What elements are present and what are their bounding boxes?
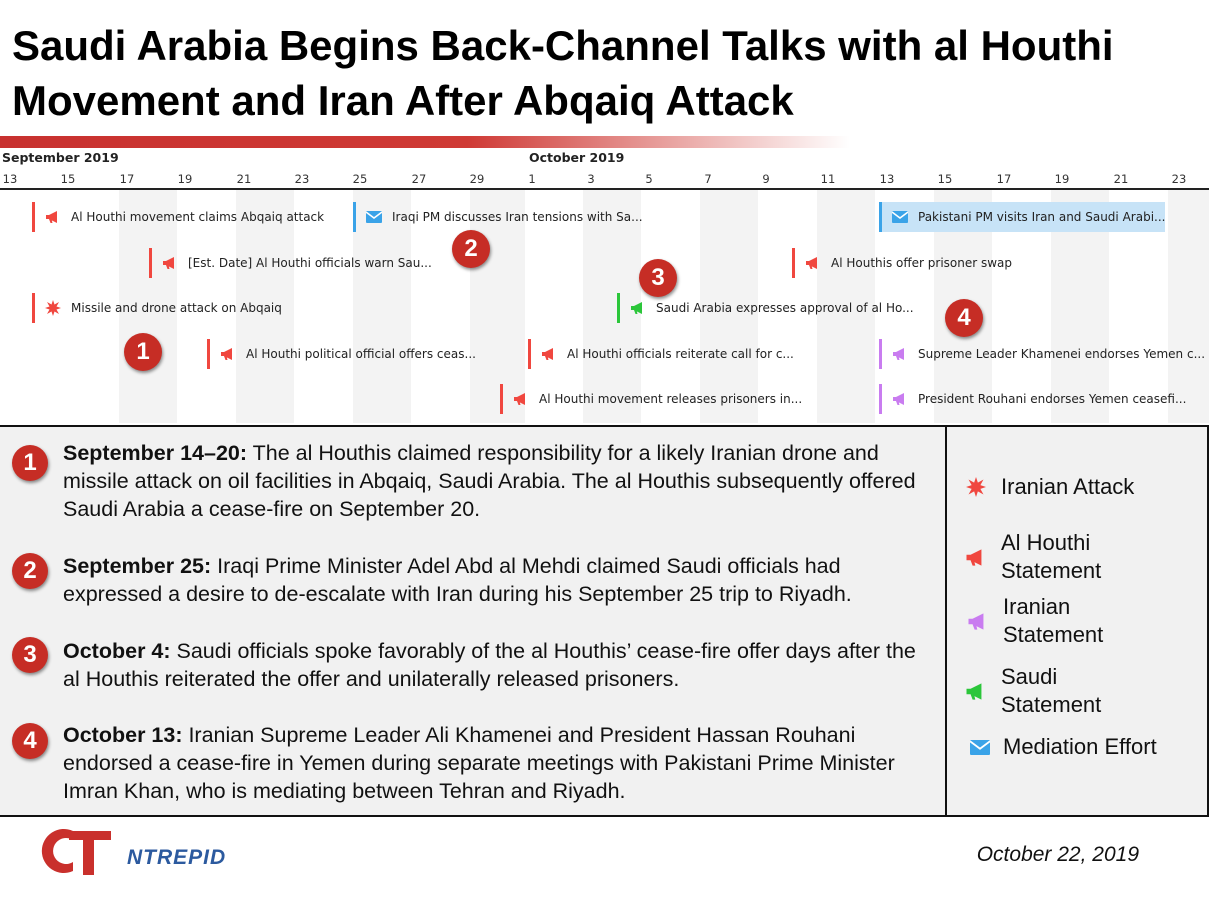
tick-label: 15 xyxy=(60,172,76,186)
legend-item-iranian-statement xyxy=(967,593,1103,649)
timeline-event[interactable] xyxy=(879,339,1205,369)
tick-label: 15 xyxy=(937,172,953,186)
tick-label: 23 xyxy=(1171,172,1187,186)
event-label: Al Houthi officials reiterate call for c... xyxy=(567,347,794,361)
month-label-october: October 2019 xyxy=(529,150,625,165)
event-color-bar xyxy=(353,202,356,232)
summary-item xyxy=(63,439,933,523)
legend-item-mediation-effort xyxy=(969,733,1157,761)
timeline-event[interactable] xyxy=(353,202,643,232)
envelope-icon xyxy=(366,210,382,224)
summary-item-heading: September 14–20: xyxy=(63,441,248,465)
timeline-event[interactable] xyxy=(528,339,794,369)
event-label: Al Houthi political official offers ceas... xyxy=(246,347,476,361)
megaphone-icon xyxy=(220,347,236,361)
summary-item-text: Saudi officials spoke favorably of the al Houthis’ cease-fire offer days after the al Houthis reiterated the offer and unilaterally released prisoners. xyxy=(63,639,916,691)
envelope-icon xyxy=(969,737,991,757)
summary-marker-2: 2 xyxy=(12,553,48,589)
megaphone-icon xyxy=(967,611,989,631)
summary-item-heading: September 25: xyxy=(63,554,212,578)
megaphone-icon xyxy=(965,547,987,567)
timeline-event[interactable] xyxy=(32,293,282,323)
event-label: Al Houthis offer prisoner swap xyxy=(831,256,1013,270)
timeline-event[interactable] xyxy=(500,384,802,414)
megaphone-icon xyxy=(892,347,908,361)
timeline-event[interactable] xyxy=(879,202,1165,232)
legend-label xyxy=(1001,663,1101,719)
tick-label: 3 xyxy=(587,172,595,186)
tick-label: 1 xyxy=(528,172,536,186)
event-color-bar xyxy=(32,202,35,232)
timeline-marker-3: 3 xyxy=(639,259,677,297)
timeline-axis xyxy=(0,188,1209,190)
event-color-bar xyxy=(207,339,210,369)
page-title: Saudi Arabia Begins Back-Channel Talks with al Houthi Movement and Iran After Abqaiq Attack xyxy=(12,22,1114,124)
event-color-bar xyxy=(879,202,882,232)
event-color-bar xyxy=(32,293,35,323)
timeline-event[interactable] xyxy=(617,293,914,323)
megaphone-icon xyxy=(45,210,61,224)
envelope-icon xyxy=(892,210,908,224)
event-label: Missile and drone attack on Abqaiq xyxy=(71,301,282,315)
timeline-marker-4: 4 xyxy=(945,299,983,337)
legend-item-saudi-statement xyxy=(965,663,1101,719)
legend-item-iranian-attack xyxy=(965,473,1134,501)
tick-label: 11 xyxy=(820,172,836,186)
legend-label-line1: Al Houthi xyxy=(1001,530,1091,555)
summary-marker-1: 1 xyxy=(12,445,48,481)
tick-label: 13 xyxy=(879,172,895,186)
legend-label xyxy=(1003,593,1103,649)
timeline-event[interactable] xyxy=(32,202,324,232)
ct-logo xyxy=(33,825,113,877)
timeline-event[interactable] xyxy=(207,339,476,369)
timeline-marker-1: 1 xyxy=(124,333,162,371)
event-label: Saudi Arabia expresses approval of al Ho... xyxy=(656,301,914,315)
legend-label-line2: Statement xyxy=(1001,558,1102,583)
megaphone-icon xyxy=(513,392,529,406)
event-label: Iraqi PM discusses Iran tensions with Sa... xyxy=(392,210,643,224)
event-color-bar xyxy=(792,248,795,278)
event-label: Al Houthi movement claims Abqaiq attack xyxy=(71,210,325,224)
megaphone-icon xyxy=(630,301,646,315)
timeline-event[interactable] xyxy=(792,248,1012,278)
tick-label: 9 xyxy=(762,172,770,186)
legend-item-al-houthi-statement xyxy=(965,529,1101,585)
tick-label: 23 xyxy=(294,172,310,186)
tick-label: 19 xyxy=(1054,172,1070,186)
legend-label-line2: Statement xyxy=(1003,622,1104,647)
legend-label: Mediation Effort xyxy=(1003,734,1157,759)
legend-label xyxy=(1001,529,1101,585)
summary-item xyxy=(63,721,933,805)
ntrepid-logo: NTREPID xyxy=(127,846,227,869)
tick-label: 5 xyxy=(645,172,653,186)
tick-label: 21 xyxy=(1113,172,1129,186)
tick-label: 25 xyxy=(352,172,368,186)
publication-date: October 22, 2019 xyxy=(976,843,1139,866)
summary-item-text: Iraqi Prime Minister Adel Abd al Mehdi claimed Saudi officials had expressed a desire to de-escalate with Iran during his September 25 trip to Riyadh. xyxy=(63,554,852,606)
summary-marker-4: 4 xyxy=(12,723,48,759)
tick-label: 7 xyxy=(704,172,712,186)
megaphone-icon xyxy=(965,681,987,701)
legend-label-line1: Saudi xyxy=(1001,664,1058,689)
event-color-bar xyxy=(528,339,531,369)
event-color-bar xyxy=(149,248,152,278)
tick-label: 27 xyxy=(411,172,427,186)
megaphone-icon xyxy=(892,392,908,406)
summary-item-text: The al Houthis claimed responsibility for a likely Iranian drone and missile attack on oil facilities in Abqaiq, Saudi Arabia. The al Houthis subsequently offered Saudi Arabia a cease-fire on September 20. xyxy=(63,441,916,521)
legend xyxy=(947,425,1209,817)
summary-item xyxy=(63,637,933,693)
timeline xyxy=(0,148,1209,423)
megaphone-icon xyxy=(805,256,821,270)
summary-item xyxy=(63,552,933,608)
legend-label: Iranian Attack xyxy=(1001,474,1135,499)
summary-item-heading: October 13: xyxy=(63,723,183,747)
tick-label: 17 xyxy=(119,172,135,186)
event-label: Supreme Leader Khamenei endorses Yemen c... xyxy=(918,347,1206,361)
tick-label: 29 xyxy=(469,172,485,186)
event-color-bar xyxy=(879,339,882,369)
summary-item-heading: October 4: xyxy=(63,639,171,663)
timeline-event[interactable] xyxy=(149,248,432,278)
burst-icon xyxy=(45,301,61,315)
summary-item-text: Iranian Supreme Leader Ali Khamenei and President Hassan Rouhani endorsed a cease-fire in Yemen during separate meetings with Pakistani Prime Minister Imran Khan, who is mediating between Tehran and Riyadh. xyxy=(63,723,895,803)
legend-label-line2: Statement xyxy=(1001,692,1102,717)
event-label: Pakistani PM visits Iran and Saudi Arabi... xyxy=(918,210,1166,224)
event-color-bar xyxy=(879,384,882,414)
tick-label: 13 xyxy=(2,172,18,186)
megaphone-icon xyxy=(162,256,178,270)
event-color-bar xyxy=(617,293,620,323)
event-color-bar xyxy=(500,384,503,414)
summary-panel xyxy=(0,425,947,817)
summary-marker-3: 3 xyxy=(12,637,48,673)
burst-icon xyxy=(965,477,987,497)
tick-label: 19 xyxy=(177,172,193,186)
tick-label: 21 xyxy=(236,172,252,186)
timeline-marker-2: 2 xyxy=(452,230,490,268)
event-label: President Rouhani endorses Yemen ceasefi... xyxy=(918,392,1187,406)
tick-label: 17 xyxy=(996,172,1012,186)
month-label-september: September 2019 xyxy=(2,150,119,165)
event-label: [Est. Date] Al Houthi officials warn Sau... xyxy=(188,256,432,270)
legend-label-line1: Iranian xyxy=(1003,594,1071,619)
title-underline-bar xyxy=(0,136,850,148)
event-label: Al Houthi movement releases prisoners in... xyxy=(539,392,803,406)
megaphone-icon xyxy=(541,347,557,361)
timeline-event[interactable] xyxy=(879,384,1186,414)
